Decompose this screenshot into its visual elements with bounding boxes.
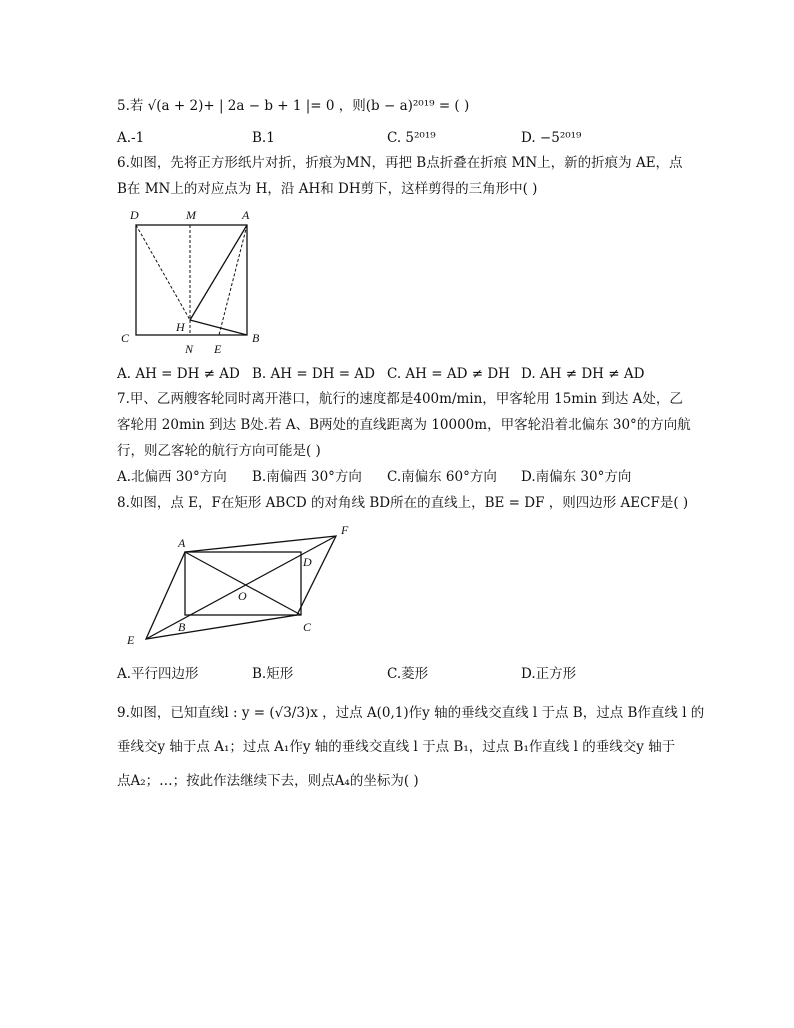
q7-stem-line1: 7.甲、乙两艘客轮同时离开港口，航行的速度都是400m/min，甲客轮用 15min 到达 A处，乙 (117, 391, 683, 407)
q6-stem-line1: 6.如图，先将正方形纸片对折，折痕为MN，再把 B点折叠在折痕 MN上，新的折痕为 AE，点 (117, 155, 683, 171)
label-e: E (127, 633, 135, 647)
q8-option-d: D.正方形 (521, 666, 577, 682)
q6-option-a: A. AH = DH ≠ AD (117, 366, 240, 382)
segment-ah (190, 225, 247, 320)
q6-option-b: B. AH = DH = AD (252, 366, 375, 382)
label-e: E (214, 342, 222, 356)
q7-stem-line3: 行，则乙客轮的航行方向可能是( ) (117, 443, 321, 459)
q8-option-c: C.菱形 (387, 666, 429, 682)
label-o: O (238, 589, 247, 603)
segment-dh (136, 225, 190, 320)
q5-option-a: A.-1 (117, 130, 145, 146)
label-b: B (252, 331, 260, 345)
label-a: A (178, 536, 186, 550)
q5-stem: 5.若 √(a + 2)+ | 2a − b + 1 |= 0 ，则(b − a)²⁰¹⁹ = ( ) (117, 98, 470, 114)
label-n: N (185, 342, 194, 356)
q9-stem-line1: 9.如图，已知直线l : y = (√3/3)x ，过点 A(0,1)作y 轴的垂线交直线 l 于点 B，过点 B作直线 l 的 (117, 705, 705, 721)
label-a: A (242, 208, 250, 222)
label-c: C (303, 620, 312, 634)
label-c: C (121, 331, 130, 345)
diagonal-ac (185, 552, 301, 615)
q8-rectangle-figure (115, 518, 365, 648)
label-d: D (130, 208, 139, 222)
q7-option-a: A.北偏西 30°方向 (117, 469, 227, 485)
q6-option-c: C. AH = AD ≠ DH (387, 366, 510, 382)
q6-option-d: D. AH ≠ DH ≠ AD (521, 366, 645, 382)
label-f: F (341, 523, 349, 537)
q6-stem-line2: B在 MN上的对应点为 H，沿 AH和 DH剪下，这样剪得的三角形中( ) (117, 181, 538, 197)
q7-option-b: B.南偏西 30°方向 (252, 469, 362, 485)
q7-option-d: D.南偏东 30°方向 (521, 469, 632, 485)
q6-square-figure (110, 205, 280, 360)
segment-hb (190, 320, 247, 335)
q9-stem-line2: 垂线交y 轴于点 A₁；过点 A₁作y 轴的垂线交直线 l 于点 B₁，过点 B₁作直线 l 的垂线交y 轴于 (117, 739, 676, 755)
q8-stem: 8.如图，点 E，F在矩形 ABCD 的对角线 BD所在的直线上，BE = DF ，则四边形 AECF是( ) (117, 495, 689, 511)
q5-option-b: B.1 (252, 130, 275, 146)
q5-option-c: C. 5²⁰¹⁹ (387, 130, 436, 146)
q9-stem-line3: 点A₂；…；按此作法继续下去，则点A₄的坐标为( ) (117, 773, 419, 789)
q8-option-a: A.平行四边形 (117, 666, 199, 682)
q7-option-c: C.南偏东 60°方向 (387, 469, 497, 485)
label-d: D (303, 555, 312, 569)
label-b: B (178, 620, 186, 634)
q5-option-d: D. −5²⁰¹⁹ (521, 130, 582, 146)
label-h: H (176, 320, 185, 334)
q7-stem-line2: 客轮用 20min 到达 B处.若 A、B两处的直线距离为 10000m，甲客轮沿着北偏东 30°的方向航 (117, 417, 691, 433)
crease-ae (219, 225, 247, 335)
label-m: M (186, 208, 196, 222)
q8-option-b: B.矩形 (252, 666, 294, 682)
